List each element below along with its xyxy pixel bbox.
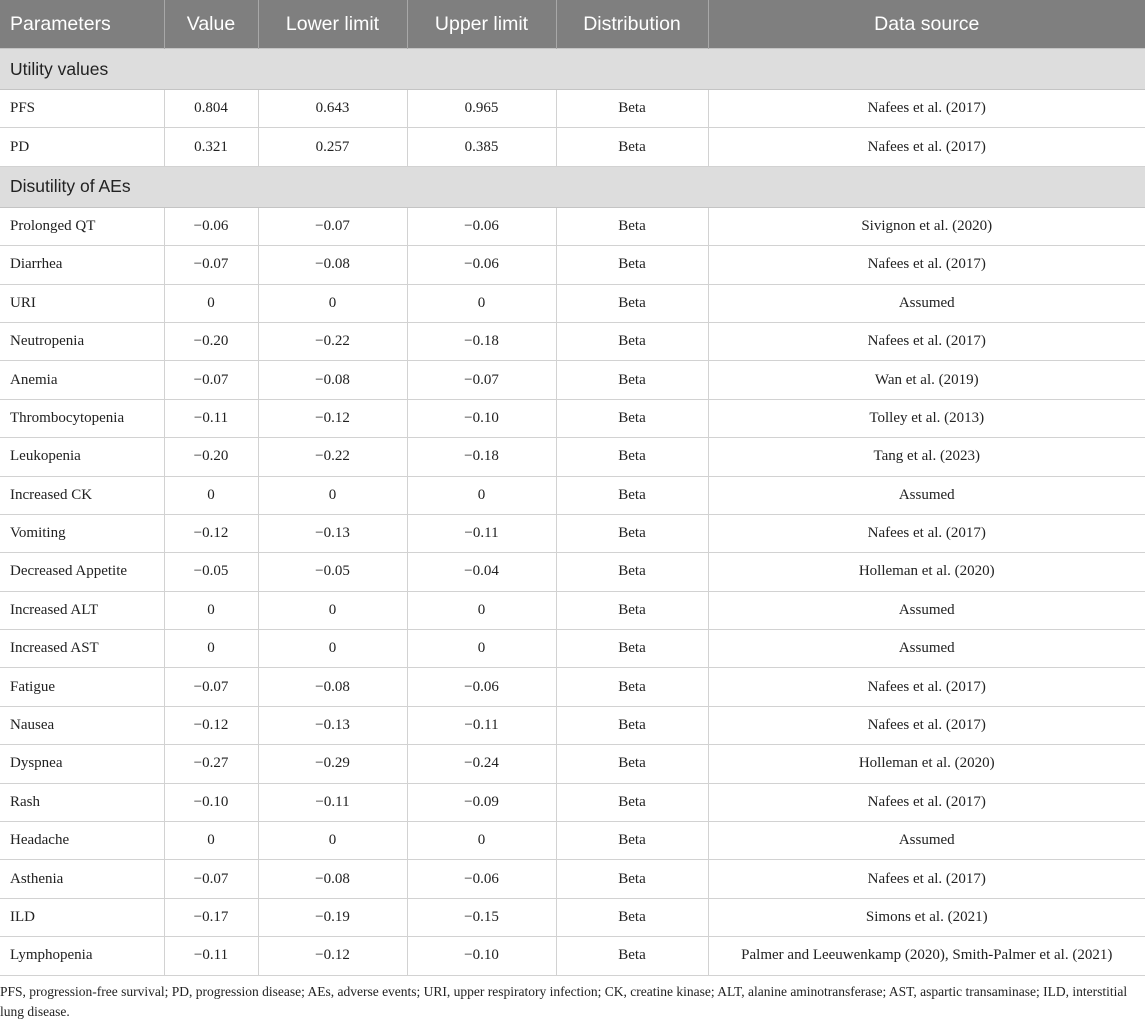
parameter-cell: Lymphopenia xyxy=(0,937,164,975)
data-source-cell: Tang et al. (2023) xyxy=(708,438,1145,476)
parameter-cell: PD xyxy=(0,128,164,166)
value-cell: −0.12 xyxy=(164,514,258,552)
parameter-cell: PFS xyxy=(0,90,164,128)
distribution-cell: Beta xyxy=(556,822,708,860)
lower-limit-cell: 0.257 xyxy=(258,128,407,166)
upper-limit-cell: −0.09 xyxy=(407,783,556,821)
distribution-cell: Beta xyxy=(556,937,708,975)
data-source-cell: Assumed xyxy=(708,476,1145,514)
parameter-cell: Thrombocytopenia xyxy=(0,399,164,437)
data-source-cell: Nafees et al. (2017) xyxy=(708,783,1145,821)
data-source-cell: Nafees et al. (2017) xyxy=(708,128,1145,166)
table-body xyxy=(0,49,1145,976)
value-cell: −0.20 xyxy=(164,438,258,476)
upper-limit-cell: 0.965 xyxy=(407,90,556,128)
parameter-cell: Prolonged QT xyxy=(0,207,164,245)
upper-limit-cell: −0.10 xyxy=(407,937,556,975)
lower-limit-cell: −0.08 xyxy=(258,246,407,284)
distribution-cell: Beta xyxy=(556,860,708,898)
data-source-cell: Nafees et al. (2017) xyxy=(708,246,1145,284)
data-source-cell: Nafees et al. (2017) xyxy=(708,322,1145,360)
value-cell: −0.07 xyxy=(164,361,258,399)
value-cell: 0 xyxy=(164,591,258,629)
data-source-cell: Nafees et al. (2017) xyxy=(708,706,1145,744)
value-cell: −0.11 xyxy=(164,399,258,437)
header-lower-limit: Lower limit xyxy=(258,0,407,49)
value-cell: −0.06 xyxy=(164,207,258,245)
value-cell: −0.07 xyxy=(164,246,258,284)
data-source-cell: Assumed xyxy=(708,591,1145,629)
table-row xyxy=(0,90,1145,128)
upper-limit-cell: 0 xyxy=(407,476,556,514)
data-source-cell: Palmer and Leeuwenkamp (2020), Smith-Palmer et al. (2021) xyxy=(708,937,1145,975)
lower-limit-cell: 0 xyxy=(258,591,407,629)
upper-limit-cell: −0.04 xyxy=(407,553,556,591)
distribution-cell: Beta xyxy=(556,783,708,821)
value-cell: −0.10 xyxy=(164,783,258,821)
parameter-cell: Neutropenia xyxy=(0,322,164,360)
section-title: Disutility of AEs xyxy=(0,166,1145,207)
table-row xyxy=(0,822,1145,860)
value-cell: 0 xyxy=(164,284,258,322)
header-data-source: Data source xyxy=(708,0,1145,49)
section-title: Utility values xyxy=(0,49,1145,90)
data-source-cell: Simons et al. (2021) xyxy=(708,898,1145,936)
parameter-cell: Fatigue xyxy=(0,668,164,706)
distribution-cell: Beta xyxy=(556,706,708,744)
parameter-cell: Anemia xyxy=(0,361,164,399)
parameter-cell: ILD xyxy=(0,898,164,936)
table-row xyxy=(0,128,1145,166)
lower-limit-cell: −0.22 xyxy=(258,438,407,476)
table-row xyxy=(0,745,1145,783)
value-cell: −0.07 xyxy=(164,860,258,898)
table-row xyxy=(0,898,1145,936)
lower-limit-cell: −0.13 xyxy=(258,706,407,744)
data-source-cell: Sivignon et al. (2020) xyxy=(708,207,1145,245)
table-row xyxy=(0,207,1145,245)
distribution-cell: Beta xyxy=(556,514,708,552)
upper-limit-cell: −0.15 xyxy=(407,898,556,936)
value-cell: 0.321 xyxy=(164,128,258,166)
upper-limit-cell: −0.06 xyxy=(407,860,556,898)
lower-limit-cell: −0.07 xyxy=(258,207,407,245)
table-row xyxy=(0,860,1145,898)
distribution-cell: Beta xyxy=(556,246,708,284)
data-source-cell: Wan et al. (2019) xyxy=(708,361,1145,399)
value-cell: −0.17 xyxy=(164,898,258,936)
distribution-cell: Beta xyxy=(556,476,708,514)
lower-limit-cell: −0.08 xyxy=(258,361,407,399)
upper-limit-cell: 0 xyxy=(407,591,556,629)
upper-limit-cell: −0.06 xyxy=(407,668,556,706)
upper-limit-cell: −0.11 xyxy=(407,706,556,744)
lower-limit-cell: −0.29 xyxy=(258,745,407,783)
lower-limit-cell: 0 xyxy=(258,284,407,322)
data-source-cell: Nafees et al. (2017) xyxy=(708,514,1145,552)
lower-limit-cell: −0.22 xyxy=(258,322,407,360)
section-row xyxy=(0,166,1145,207)
value-cell: 0 xyxy=(164,630,258,668)
lower-limit-cell: −0.11 xyxy=(258,783,407,821)
value-cell: −0.05 xyxy=(164,553,258,591)
table-row xyxy=(0,284,1145,322)
table-row xyxy=(0,706,1145,744)
lower-limit-cell: 0.643 xyxy=(258,90,407,128)
value-cell: −0.12 xyxy=(164,706,258,744)
parameter-cell: URI xyxy=(0,284,164,322)
upper-limit-cell: 0.385 xyxy=(407,128,556,166)
upper-limit-cell: −0.11 xyxy=(407,514,556,552)
upper-limit-cell: −0.18 xyxy=(407,322,556,360)
table-row xyxy=(0,668,1145,706)
distribution-cell: Beta xyxy=(556,361,708,399)
data-source-cell: Assumed xyxy=(708,822,1145,860)
header-parameters: Parameters xyxy=(0,0,164,49)
parameter-cell: Increased ALT xyxy=(0,591,164,629)
lower-limit-cell: −0.05 xyxy=(258,553,407,591)
data-source-cell: Holleman et al. (2020) xyxy=(708,553,1145,591)
value-cell: −0.27 xyxy=(164,745,258,783)
table-row xyxy=(0,476,1145,514)
table-row xyxy=(0,361,1145,399)
data-source-cell: Nafees et al. (2017) xyxy=(708,90,1145,128)
lower-limit-cell: −0.08 xyxy=(258,668,407,706)
data-source-cell: Assumed xyxy=(708,284,1145,322)
upper-limit-cell: −0.18 xyxy=(407,438,556,476)
data-source-cell: Tolley et al. (2013) xyxy=(708,399,1145,437)
distribution-cell: Beta xyxy=(556,668,708,706)
distribution-cell: Beta xyxy=(556,284,708,322)
lower-limit-cell: 0 xyxy=(258,630,407,668)
distribution-cell: Beta xyxy=(556,438,708,476)
parameter-cell: Dyspnea xyxy=(0,745,164,783)
upper-limit-cell: −0.10 xyxy=(407,399,556,437)
upper-limit-cell: 0 xyxy=(407,630,556,668)
distribution-cell: Beta xyxy=(556,207,708,245)
table-row xyxy=(0,322,1145,360)
parameter-cell: Increased CK xyxy=(0,476,164,514)
header-distribution: Distribution xyxy=(556,0,708,49)
parameter-cell: Diarrhea xyxy=(0,246,164,284)
header-value: Value xyxy=(164,0,258,49)
distribution-cell: Beta xyxy=(556,90,708,128)
value-cell: −0.11 xyxy=(164,937,258,975)
upper-limit-cell: 0 xyxy=(407,822,556,860)
value-cell: 0.804 xyxy=(164,90,258,128)
table-row xyxy=(0,783,1145,821)
lower-limit-cell: 0 xyxy=(258,822,407,860)
value-cell: 0 xyxy=(164,822,258,860)
parameter-cell: Increased AST xyxy=(0,630,164,668)
table-header-row xyxy=(0,0,1145,49)
distribution-cell: Beta xyxy=(556,399,708,437)
table-row xyxy=(0,937,1145,975)
table-row xyxy=(0,553,1145,591)
distribution-cell: Beta xyxy=(556,591,708,629)
upper-limit-cell: −0.07 xyxy=(407,361,556,399)
distribution-cell: Beta xyxy=(556,553,708,591)
distribution-cell: Beta xyxy=(556,745,708,783)
upper-limit-cell: 0 xyxy=(407,284,556,322)
table-footnote: PFS, progression-free survival; PD, progression disease; AEs, adverse events; URI, upper respiratory infection; CK, creatine kinase; ALT, alanine aminotransferase; AST, aspartic transaminase; ILD, interstitial lung disease. xyxy=(0,984,1128,1019)
lower-limit-cell: −0.12 xyxy=(258,399,407,437)
distribution-cell: Beta xyxy=(556,322,708,360)
table-row xyxy=(0,630,1145,668)
parameter-cell: Leukopenia xyxy=(0,438,164,476)
table-row xyxy=(0,399,1145,437)
lower-limit-cell: −0.13 xyxy=(258,514,407,552)
upper-limit-cell: −0.24 xyxy=(407,745,556,783)
distribution-cell: Beta xyxy=(556,630,708,668)
parameter-cell: Decreased Appetite xyxy=(0,553,164,591)
upper-limit-cell: −0.06 xyxy=(407,207,556,245)
data-source-cell: Nafees et al. (2017) xyxy=(708,668,1145,706)
data-source-cell: Nafees et al. (2017) xyxy=(708,860,1145,898)
value-cell: −0.20 xyxy=(164,322,258,360)
table-row xyxy=(0,514,1145,552)
parameter-cell: Asthenia xyxy=(0,860,164,898)
lower-limit-cell: −0.19 xyxy=(258,898,407,936)
parameter-cell: Rash xyxy=(0,783,164,821)
value-cell: −0.07 xyxy=(164,668,258,706)
parameter-cell: Vomiting xyxy=(0,514,164,552)
header-upper-limit: Upper limit xyxy=(407,0,556,49)
data-source-cell: Holleman et al. (2020) xyxy=(708,745,1145,783)
data-source-cell: Assumed xyxy=(708,630,1145,668)
value-cell: 0 xyxy=(164,476,258,514)
lower-limit-cell: 0 xyxy=(258,476,407,514)
section-row xyxy=(0,49,1145,90)
lower-limit-cell: −0.08 xyxy=(258,860,407,898)
parameter-cell: Headache xyxy=(0,822,164,860)
distribution-cell: Beta xyxy=(556,898,708,936)
lower-limit-cell: −0.12 xyxy=(258,937,407,975)
parameter-cell: Nausea xyxy=(0,706,164,744)
table-row xyxy=(0,246,1145,284)
upper-limit-cell: −0.06 xyxy=(407,246,556,284)
distribution-cell: Beta xyxy=(556,128,708,166)
table-row xyxy=(0,438,1145,476)
table-row xyxy=(0,591,1145,629)
